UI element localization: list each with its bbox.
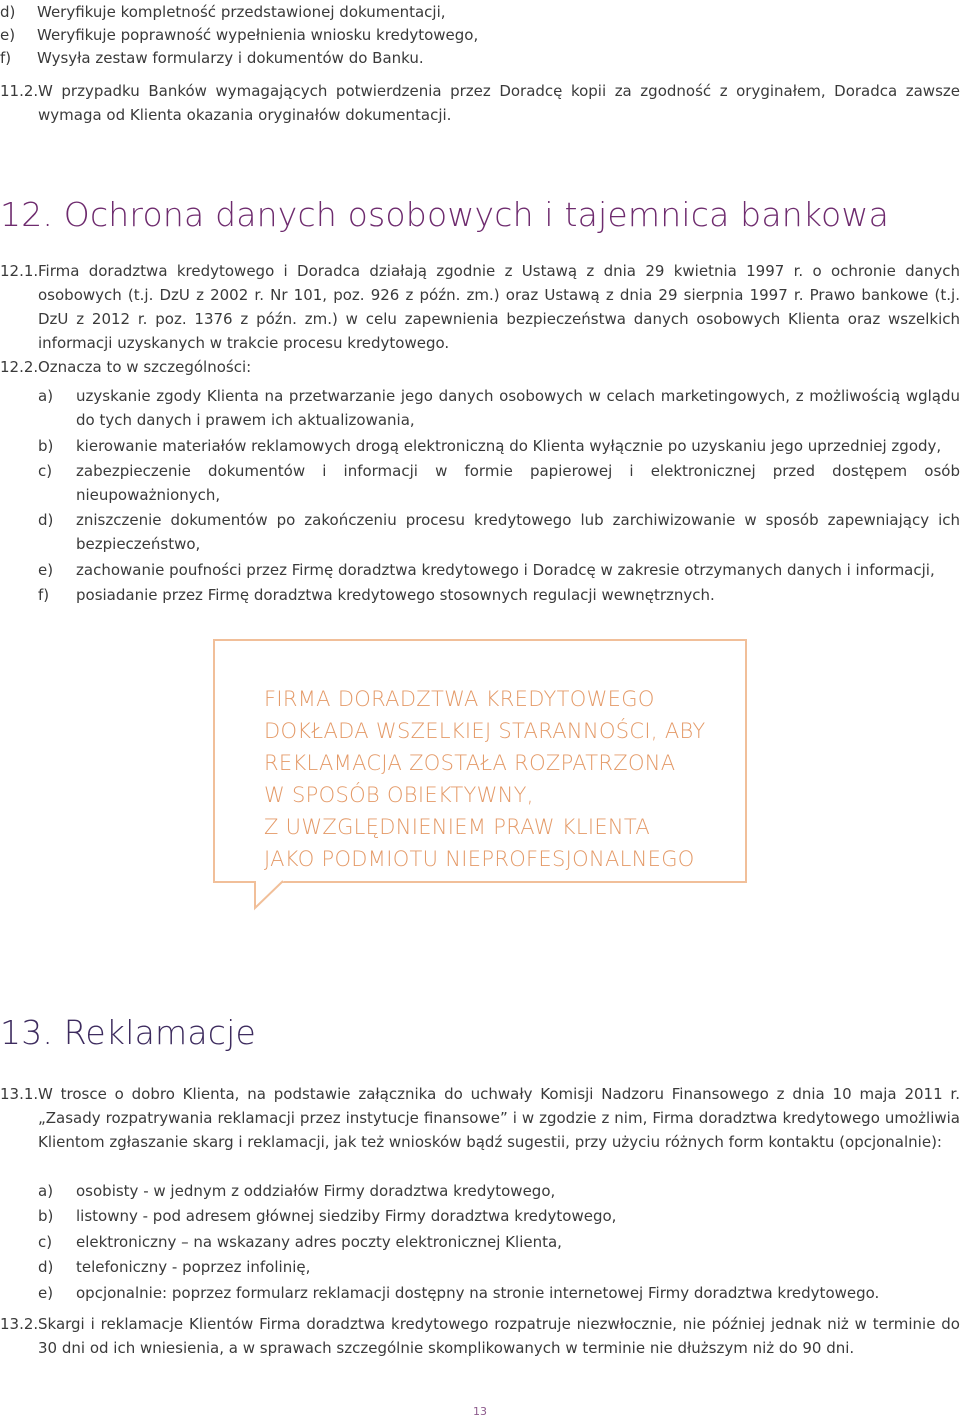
list-item-label: b) (38, 437, 54, 455)
list-item-text: uzyskanie zgody Klienta na przetwarzanie jego danych osobowych w celach marketingowych, z możliwością wglądu do tych danych i prawem ich aktualizowania, (76, 387, 960, 429)
list-item-label: d) (38, 511, 54, 529)
clause-12-1 (0, 259, 960, 355)
clause-13-1 (0, 1082, 960, 1154)
list-item-text: elektroniczny – na wskazany adres poczty elektronicznej Klienta, (76, 1233, 562, 1251)
list-item (0, 23, 940, 47)
list-item (38, 384, 960, 432)
list-item-label: a) (38, 387, 54, 405)
list-item (38, 1230, 960, 1254)
callout-line: DOKŁADA WSZELKIEJ STARANNOŚCI, ABY (264, 719, 706, 743)
list-item-text: zabezpieczenie dokumentów i informacji w formie papierowej i elektronicznej przed dostępem osób nieupoważnionych, (76, 462, 960, 504)
clause-label: 11.2. (0, 82, 39, 100)
list-item-label: a) (38, 1182, 54, 1200)
list-item-text: zniszczenie dokumentów po zakończeniu procesu kredytowego lub zarchiwizowanie w sposób zapewniający ich bezpieczeństwo, (76, 511, 960, 553)
callout-text (264, 683, 734, 875)
list-item (38, 558, 960, 582)
clause-label: 13.1. (0, 1085, 39, 1103)
section-13-heading: 13. Reklamacje (0, 1013, 257, 1052)
list-item-text: listowny - pod adresem głównej siedziby Firmy doradztwa kredytowego, (76, 1207, 617, 1225)
clause-text: Oznacza to w szczególności: (38, 358, 252, 376)
list-item-text: osobisty - w jednym z oddziałów Firmy doradztwa kredytowego, (76, 1182, 556, 1200)
list-item-text: posiadanie przez Firmę doradztwa kredytowego stosownych regulacji wewnętrznych. (76, 586, 715, 604)
list-item (38, 459, 960, 507)
list-item-label: f) (0, 49, 12, 67)
list-item (38, 583, 960, 607)
list-item-label: c) (38, 462, 53, 480)
list-item (38, 434, 960, 458)
list-item-text: telefoniczny - poprzez infolinię, (76, 1258, 311, 1276)
list-item-label: c) (38, 1233, 53, 1251)
list-item-text: kierowanie materiałów reklamowych drogą elektroniczną do Klienta wyłącznie po uzyskaniu jego uprzedniej zgody, (76, 437, 942, 455)
list-item (38, 1204, 960, 1228)
callout-tail-icon (255, 880, 285, 910)
clause-text: Skargi i reklamacje Klientów Firma doradztwa kredytowego rozpatruje niezwłocznie, nie później jednak niż w terminie do 30 dni od ich wniesienia, a w sprawach szczególnie skomplikowanych w terminie nie dłuższym niż do 90 dni. (38, 1315, 960, 1357)
list-item (38, 1255, 960, 1279)
list-item (38, 508, 960, 556)
list-item (0, 46, 940, 70)
clause-label: 13.2. (0, 1315, 39, 1333)
list-item-label: e) (38, 561, 54, 579)
callout-line: REKLAMACJA ZOSTAŁA ROZPATRZONA (264, 751, 676, 775)
clause-13-2 (0, 1312, 960, 1360)
clause-text: Firma doradztwa kredytowego i Doradca działają zgodnie z Ustawą z dnia 29 kwietnia 1997 r. o ochronie danych osobowych (t.j. DzU z 2002 r. Nr 101, poz. 926 z późn. zm.) oraz Ustawą z dnia 29 sierpnia 1997 r. Prawo bankowe (t.j. DzU z 2012 r. poz. 1376 z późn. zm.) w celu zapewnienia bezpieczeństwa danych osobowych Klienta oraz wszelkich informacji uzyskanych w trakcie procesu kredytowego. (38, 262, 960, 352)
section-12-heading: 12. Ochrona danych osobowych i tajemnica bankowa (0, 195, 889, 234)
list-item (38, 1281, 960, 1305)
list-item-text: opcjonalnie: poprzez formularz reklamacji dostępny na stronie internetowej Firmy doradztwa kredytowego. (76, 1284, 880, 1302)
list-item-label: d) (0, 3, 16, 21)
clause-text: W przypadku Banków wymagających potwierdzenia przez Doradcę kopii za zgodność z oryginałem, Doradca zawsze wymaga od Klienta okazania oryginałów dokumentacji. (38, 82, 960, 124)
callout-line: W SPOSÓB OBIEKTYWNY, (264, 783, 534, 807)
list-item-label: f) (38, 586, 50, 604)
callout-line: FIRMA DORADZTWA KREDYTOWEGO (264, 687, 655, 711)
list-item-text: Weryfikuje poprawność wypełnienia wniosku kredytowego, (37, 26, 479, 44)
list-item-label: e) (0, 26, 16, 44)
list-item-label: b) (38, 1207, 54, 1225)
list-item-text: zachowanie poufności przez Firmę doradztwa kredytowego i Doradcę w zakresie otrzymanych danych i informacji, (76, 561, 935, 579)
page-number: 13 (473, 1405, 487, 1418)
list-item (38, 1179, 960, 1203)
clause-text: W trosce o dobro Klienta, na podstawie załącznika do uchwały Komisji Nadzoru Finansowego z dnia 10 maja 2011 r. „Zasady rozpatrywania reklamacji przez instytucje finansowe” i w zgodzie z nim, Firma doradztwa kredytowego umożliwia Klientom zgłaszanie skarg i reklamacji, jak też wniosków bądź sugestii, przy użyciu różnych form kontaktu (opcjonalnie): (38, 1085, 960, 1151)
list-item (0, 0, 940, 24)
clause-12-2 (0, 355, 960, 379)
list-item-text: Wysyła zestaw formularzy i dokumentów do Banku. (37, 49, 424, 67)
callout-line: JAKO PODMIOTU NIEPROFESJONALNEGO (264, 847, 695, 871)
list-item-text: Weryfikuje kompletność przedstawionej dokumentacji, (37, 3, 446, 21)
clause-label: 12.1. (0, 262, 39, 280)
list-item-label: e) (38, 1284, 54, 1302)
clause-label: 12.2. (0, 358, 39, 376)
clause-11-2 (0, 79, 960, 127)
callout-line: Z UWZGLĘDNIENIEM PRAW KLIENTA (264, 815, 651, 839)
list-item-label: d) (38, 1258, 54, 1276)
